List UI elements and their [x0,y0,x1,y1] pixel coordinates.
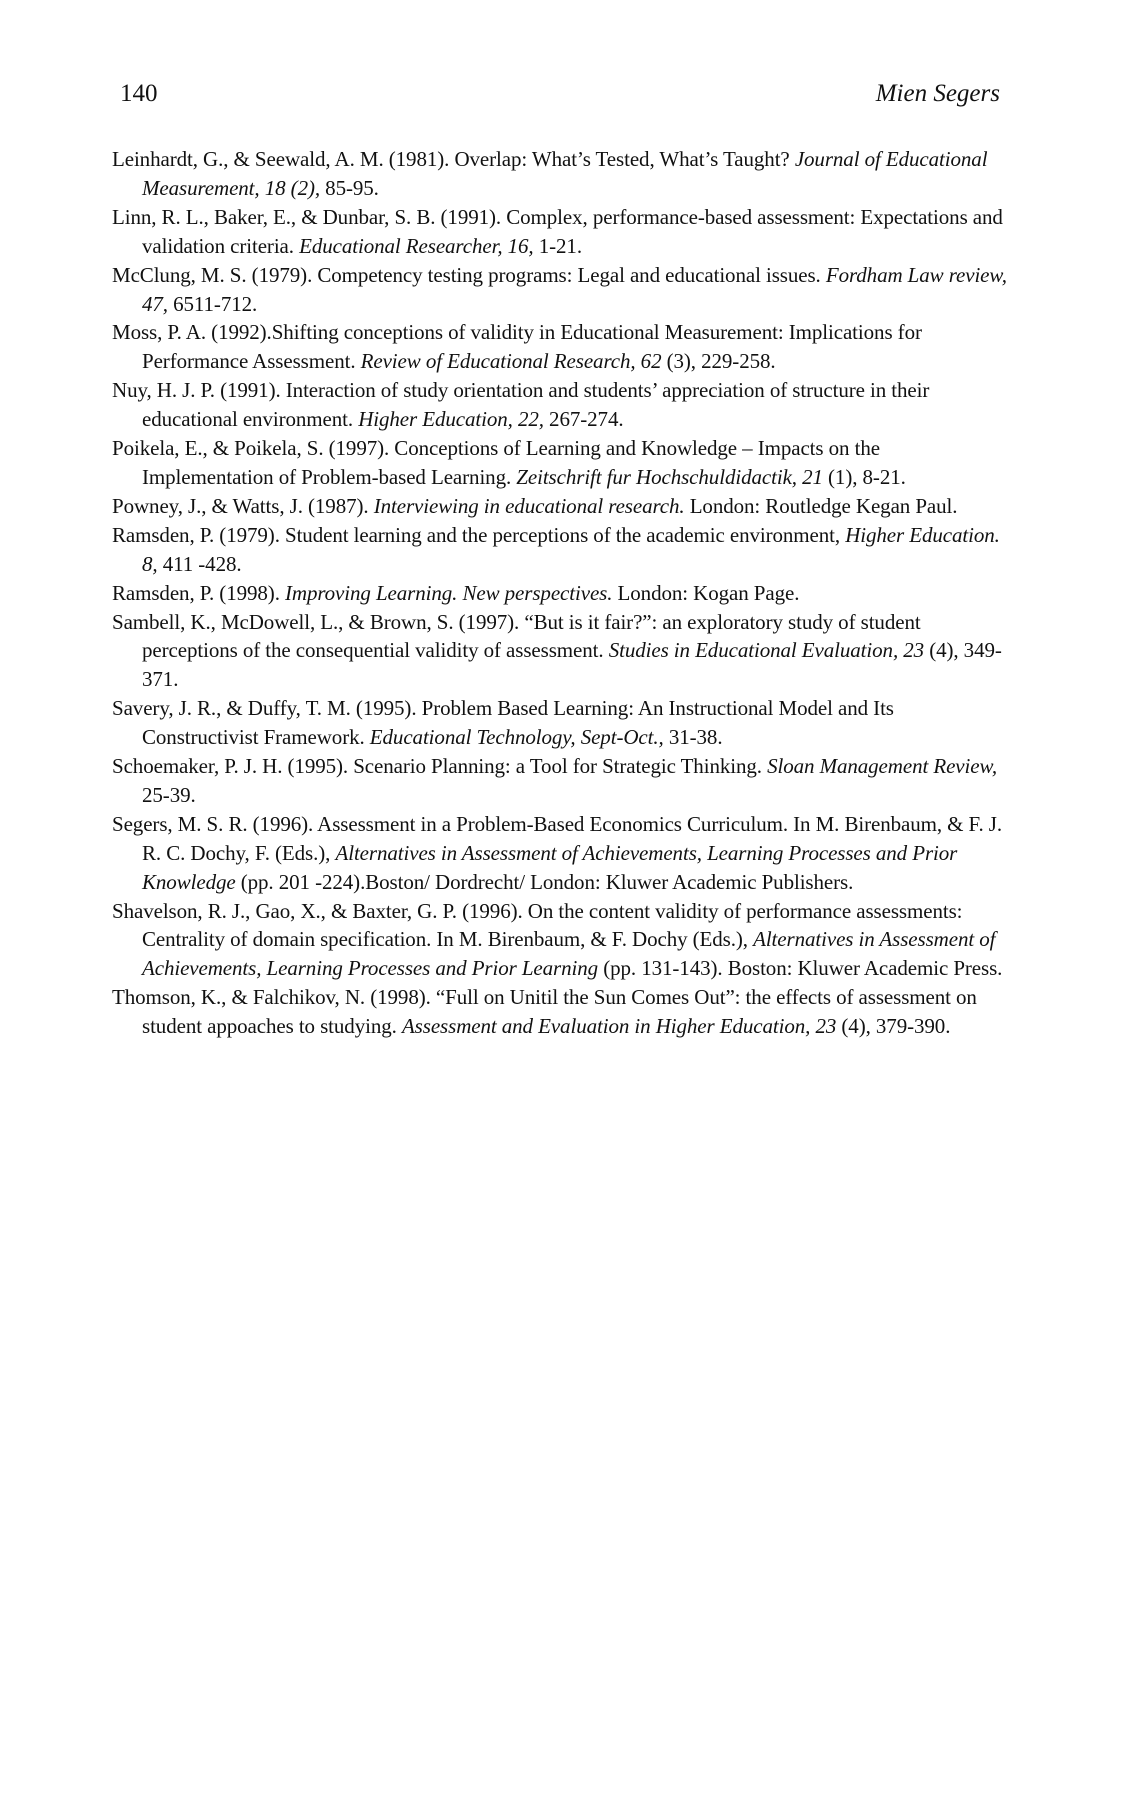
reference-entry [112,318,1012,376]
ref-text: Shavelson, R. J., Gao, X., & Baxter, G. P. (1996). On the content validity of performance assessments: Centrality of domain specification. In M. Birenbaum, & F. Dochy (Eds.), [112,898,963,952]
ref-source-italic: Zeitschrift fur Hochschuldidactik, 21 [516,464,823,489]
ref-text: Savery, J. R., & Duffy, T. M. (1995). Problem Based Learning: An Instructional Model and Its Constructivist Framework. [112,696,894,750]
ref-text: (3), 229-258. [661,349,776,374]
ref-text: London: Kogan Page. [612,580,800,605]
ref-source-italic: Educational Researcher, 16, [299,233,534,258]
ref-source-italic: Fordham Law review, 47, [142,262,1007,316]
reference-entry [112,810,1012,897]
ref-source-italic: Journal of Educational Measurement, 18 (2), [142,147,988,200]
reference-entry [112,434,1012,492]
ref-source-italic: Educational Technology, Sept-Oct., [369,725,664,750]
ref-text: Poikela, E., & Poikela, S. (1997). Conceptions of Learning and Knowledge – Impacts on the Implementation of Problem-based Learning. [112,436,880,489]
ref-text: Thomson, K., & Falchikov, N. (1998). “Full on Unitil the Sun Comes Out”: the effects of assessment on student appoaches to studying. [112,985,977,1039]
reference-list [112,145,1012,1041]
ref-source-italic: Higher Education, 22, [358,407,544,432]
reference-entry [112,579,1012,608]
ref-text: (pp. 131-143). Boston: Kluwer Academic Press. [598,956,1003,981]
ref-text: Schoemaker, P. J. H. (1995). Scenario Planning: a Tool for Strategic Thinking. [112,754,768,779]
ref-source-italic: Assessment and Evaluation in Higher Education, 23 [401,1014,837,1039]
ref-source-italic: Sloan Management Review, [767,754,997,779]
reference-entry [112,694,1012,752]
ref-text: Leinhardt, G., & Seewald, A. M. (1981). Overlap: What’s Tested, What’s Taught? [112,147,795,171]
ref-source-italic: Studies in Educational Evaluation, 23 [608,638,925,663]
reference-entry [112,521,1012,579]
ref-text: 267-274. [543,407,624,432]
reference-entry [112,752,1012,810]
ref-source-italic: Review of Educational Research, 62 [360,349,662,374]
ref-text: (pp. 201 -224).Boston/ Dordrecht/ London: Kluwer Academic Publishers. [235,869,854,894]
ref-text: Ramsden, P. (1979). Student learning and the perceptions of the academic environment, [112,522,846,547]
reference-entry [112,897,1012,984]
ref-text: Powney, J., & Watts, J. (1987). [112,493,374,518]
ref-text: Nuy, H. J. P. (1991). Interaction of study orientation and students’ appreciation of structure in their educational environment. [112,378,930,432]
ref-source-italic: Alternatives in Assessment of Achievements, Learning Processes and Prior Learning [142,927,996,981]
ref-source-italic: Alternatives in Assessment of Achievements, Learning Processes and Prior Knowledge [142,840,958,894]
page-number: 140 [120,80,158,107]
reference-entry [112,203,1012,261]
ref-text: Moss, P. A. (1992).Shifting conceptions of validity in Educational Measurement: Implications for Performance Assessment. [112,320,922,374]
ref-source-italic: Higher Education. 8, [142,522,1000,576]
page-header [0,80,1137,120]
reference-entry [112,608,1012,695]
ref-text: 411 -428. [157,551,242,576]
ref-text: 85-95. [320,175,379,200]
ref-text: Sambell, K., McDowell, L., & Brown, S. (1997). “But is it fair?”: an exploratory study of student perceptions of the consequential validity of assessment. [112,609,921,663]
ref-text: 6511-712. [167,291,258,316]
ref-text: McClung, M. S. (1979). Competency testing programs: Legal and educational issues. [112,262,826,287]
ref-text: (4), 349-371. [142,638,1002,692]
reference-entry [112,376,1012,434]
reference-entry [112,145,1012,203]
ref-source-italic: Improving Learning. New perspectives. [285,580,613,605]
ref-source-italic: Interviewing in educational research. [373,493,685,518]
ref-text: Linn, R. L., Baker, E., & Dunbar, S. B. (1991). Complex, performance-based assessment: Expectations and validation criteria. [112,204,1003,258]
ref-text: Segers, M. S. R. (1996). Assessment in a Problem-Based Economics Curriculum. In M. Birenbaum, & F. J. R. C. Dochy, F. (Eds.), [112,811,1002,865]
ref-text: London: Routledge Kegan Paul. [684,493,958,518]
ref-text: 31-38. [663,725,723,750]
reference-entry [112,261,1012,319]
ref-text: 1-21. [533,233,582,258]
ref-text: 25-39. [142,782,196,807]
ref-text: Ramsden, P. (1998). [112,580,285,605]
running-head-author: Mien Segers [875,80,1000,107]
reference-entry [112,983,1012,1041]
ref-text: (1), 8-21. [822,464,906,489]
ref-text: (4), 379-390. [836,1014,951,1039]
reference-entry [112,492,1012,521]
